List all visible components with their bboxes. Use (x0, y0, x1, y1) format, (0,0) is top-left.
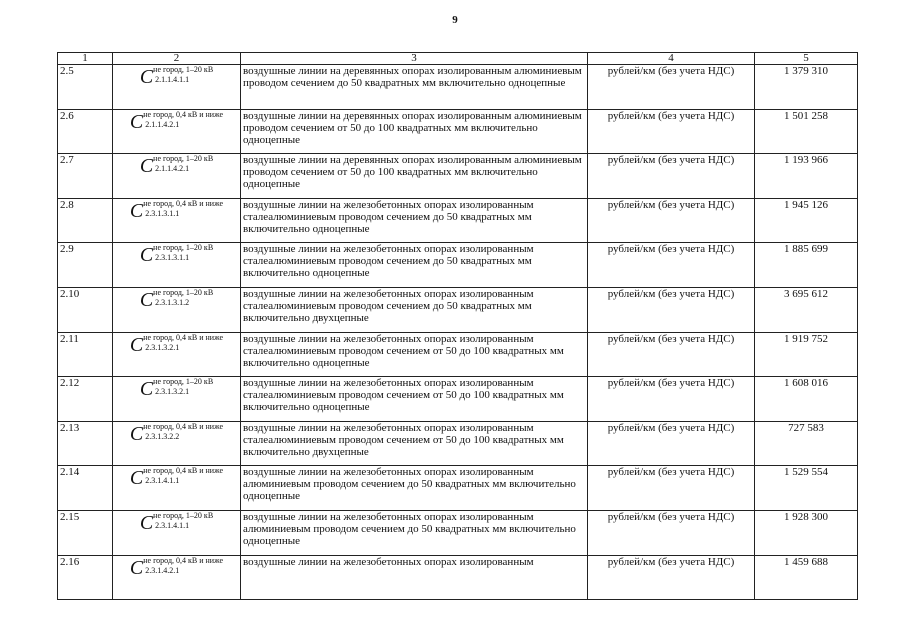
row-number: 2.16 (58, 555, 113, 600)
rate-code-text (153, 288, 213, 308)
rate-code (115, 65, 238, 105)
rate-code-symbol: C (129, 110, 144, 133)
rate-code (115, 377, 238, 417)
rate-code-cell (113, 287, 241, 332)
rate-code-subscript: 2.3.1.3.1.1 (145, 208, 180, 218)
unit-of-measure: рублей/км (без учета НДС) (588, 332, 755, 377)
page-number: 9 (452, 14, 458, 26)
rate-code-cell (113, 510, 241, 555)
rate-code-symbol: C (129, 333, 144, 356)
rate-code-superscript: не город, 1–20 кВ (153, 243, 214, 253)
unit-of-measure: рублей/км (без учета НДС) (588, 377, 755, 422)
unit-of-measure: рублей/км (без учета НДС) (588, 65, 755, 110)
row-number: 2.14 (58, 466, 113, 511)
row-number: 2.15 (58, 510, 113, 555)
unit-of-measure: рублей/км (без учета НДС) (588, 287, 755, 332)
rate-code-text (143, 422, 223, 442)
rate-code-superscript: не город, 0,4 кВ и ниже (143, 555, 224, 565)
rate-code-symbol: C (139, 244, 154, 267)
unit-of-measure: рублей/км (без учета НДС) (588, 555, 755, 600)
rate-code-subscript: 2.3.1.3.2.1 (155, 387, 190, 397)
rate-code-symbol: C (129, 422, 144, 445)
row-number: 2.10 (58, 287, 113, 332)
rate-value: 1 945 126 (755, 198, 858, 243)
line-description: воздушные линии на деревянных опорах изолированным алюминиевым проводом сечением до 50 квадратных мм включительно одноцепные (241, 65, 588, 110)
rate-code-subscript: 2.3.1.3.2.2 (145, 431, 180, 441)
line-description: воздушные линии на железобетонных опорах изолированным сталеалюминиевым проводом сечением от 50 до 100 квадратных мм включительно одноцепные (241, 377, 588, 422)
column-header-2: 2 (113, 53, 241, 65)
rate-code-cell (113, 243, 241, 288)
rate-code-superscript: не город, 0,4 кВ и ниже (143, 109, 224, 119)
rate-code (115, 110, 238, 150)
rate-code-text (153, 243, 213, 263)
rate-code-cell (113, 377, 241, 422)
rate-code-text (153, 377, 213, 397)
table-row (58, 243, 858, 288)
rate-code-text (143, 110, 223, 130)
line-description: воздушные линии на железобетонных опорах изолированным сталеалюминиевым проводом сечением до 50 квадратных мм включительно одноцепные (241, 198, 588, 243)
row-number: 2.12 (58, 377, 113, 422)
table-header-row (58, 53, 858, 65)
line-description: воздушные линии на железобетонных опорах изолированным сталеалюминиевым проводом сечением от 50 до 100 квадратных мм включительно одноцепные (241, 332, 588, 377)
rate-code (115, 154, 238, 194)
line-description: воздушные линии на железобетонных опорах изолированным сталеалюминиевым проводом сечением до 50 квадратных мм включительно одноцепные (241, 243, 588, 288)
rate-code (115, 288, 238, 328)
rate-code-subscript: 2.3.1.4.1.1 (145, 476, 180, 486)
table-row (58, 466, 858, 511)
rate-code-subscript: 2.3.1.3.1.2 (155, 297, 190, 307)
column-header-1: 1 (58, 53, 113, 65)
tariff-table (57, 52, 858, 600)
rate-value: 1 919 752 (755, 332, 858, 377)
unit-of-measure: рублей/км (без учета НДС) (588, 198, 755, 243)
rate-code-cell (113, 332, 241, 377)
table-row (58, 109, 858, 154)
rate-value: 1 501 258 (755, 109, 858, 154)
unit-of-measure: рублей/км (без учета НДС) (588, 154, 755, 199)
rate-code-text (143, 466, 223, 486)
rate-value: 1 193 966 (755, 154, 858, 199)
rate-code-cell (113, 198, 241, 243)
rate-code-subscript: 2.1.1.4.2.1 (145, 119, 180, 129)
rate-code-subscript: 2.3.1.3.2.1 (145, 342, 180, 352)
rate-code-text (143, 199, 223, 219)
rate-code-superscript: не город, 1–20 кВ (153, 65, 214, 74)
table-row (58, 198, 858, 243)
rate-code-cell (113, 109, 241, 154)
rate-code (115, 422, 238, 462)
table-row (58, 510, 858, 555)
rate-code-text (153, 154, 213, 174)
rate-code-superscript: не город, 1–20 кВ (153, 287, 214, 297)
rate-code-symbol: C (139, 155, 154, 178)
rate-code-subscript: 2.3.1.4.2.1 (145, 565, 180, 575)
unit-of-measure: рублей/км (без учета НДС) (588, 510, 755, 555)
table-row (58, 154, 858, 199)
row-number: 2.6 (58, 109, 113, 154)
rate-code-text (143, 333, 223, 353)
row-number: 2.7 (58, 154, 113, 199)
line-description: воздушные линии на деревянных опорах изолированным алюминиевым проводом сечением от 50 до 100 квадратных мм включительно одноцепные (241, 109, 588, 154)
column-header-5: 5 (755, 53, 858, 65)
table-body (58, 65, 858, 600)
rate-code-cell (113, 65, 241, 110)
rate-code (115, 243, 238, 283)
rate-code (115, 466, 238, 506)
rate-code-subscript: 2.3.1.3.1.1 (155, 253, 190, 263)
rate-value: 1 885 699 (755, 243, 858, 288)
table-row (58, 65, 858, 110)
table-row (58, 555, 858, 600)
rate-value: 3 695 612 (755, 287, 858, 332)
rate-value: 1 459 688 (755, 555, 858, 600)
row-number: 2.9 (58, 243, 113, 288)
line-description: воздушные линии на железобетонных опорах изолированным (241, 555, 588, 600)
rate-value: 1 379 310 (755, 65, 858, 110)
line-description: воздушные линии на деревянных опорах изолированным алюминиевым проводом сечением от 50 до 100 квадратных мм включительно одноцепные (241, 154, 588, 199)
line-description: воздушные линии на железобетонных опорах изолированным сталеалюминиевым проводом сечением до 50 квадратных мм включительно двухцепные (241, 287, 588, 332)
rate-code-superscript: не город, 0,4 кВ и ниже (143, 332, 224, 342)
unit-of-measure: рублей/км (без учета НДС) (588, 109, 755, 154)
line-description: воздушные линии на железобетонных опорах изолированным алюминиевым проводом сечением до 50 квадратных мм включительно одноцепные (241, 510, 588, 555)
row-number: 2.8 (58, 198, 113, 243)
rate-value: 1 608 016 (755, 377, 858, 422)
rate-code-subscript: 2.1.1.4.2.1 (155, 164, 190, 174)
rate-code (115, 556, 238, 596)
rate-code-symbol: C (139, 288, 154, 311)
rate-code-superscript: не город, 1–20 кВ (153, 510, 214, 520)
rate-code-cell (113, 154, 241, 199)
rate-value: 1 928 300 (755, 510, 858, 555)
line-description: воздушные линии на железобетонных опорах изолированным алюминиевым проводом сечением до 50 квадратных мм включительно одноцепные (241, 466, 588, 511)
table-row (58, 377, 858, 422)
rate-code (115, 199, 238, 239)
rate-code-superscript: не город, 0,4 кВ и ниже (143, 198, 224, 208)
rate-code-symbol: C (139, 511, 154, 534)
rate-value: 727 583 (755, 421, 858, 466)
rate-code-text (153, 65, 213, 85)
rate-code-symbol: C (139, 378, 154, 401)
rate-value: 1 529 554 (755, 466, 858, 511)
rate-code-cell (113, 421, 241, 466)
row-number: 2.13 (58, 421, 113, 466)
rate-code-cell (113, 466, 241, 511)
line-description: воздушные линии на железобетонных опорах изолированным сталеалюминиевым проводом сечением от 50 до 100 квадратных мм включительно двухцепные (241, 421, 588, 466)
rate-code-superscript: не город, 0,4 кВ и ниже (143, 466, 224, 476)
rate-code-superscript: не город, 1–20 кВ (153, 154, 214, 164)
unit-of-measure: рублей/км (без учета НДС) (588, 243, 755, 288)
column-header-3: 3 (241, 53, 588, 65)
row-number: 2.11 (58, 332, 113, 377)
rate-code-cell (113, 555, 241, 600)
rate-code-text (153, 511, 213, 531)
row-number: 2.5 (58, 65, 113, 110)
rate-code-symbol: C (139, 66, 154, 88)
rate-code-symbol: C (129, 467, 144, 490)
rate-code-text (143, 556, 223, 576)
rate-code (115, 511, 238, 551)
rate-code-subscript: 2.3.1.4.1.1 (155, 520, 190, 530)
rate-code (115, 333, 238, 373)
rate-code-subscript: 2.1.1.4.1.1 (155, 75, 190, 84)
table-row (58, 287, 858, 332)
unit-of-measure: рублей/км (без учета НДС) (588, 421, 755, 466)
rate-code-symbol: C (129, 199, 144, 222)
rate-code-symbol: C (129, 556, 144, 579)
rate-code-superscript: не город, 0,4 кВ и ниже (143, 421, 224, 431)
column-header-4: 4 (588, 53, 755, 65)
unit-of-measure: рублей/км (без учета НДС) (588, 466, 755, 511)
table-row (58, 332, 858, 377)
rate-code-superscript: не город, 1–20 кВ (153, 377, 214, 387)
table-row (58, 421, 858, 466)
